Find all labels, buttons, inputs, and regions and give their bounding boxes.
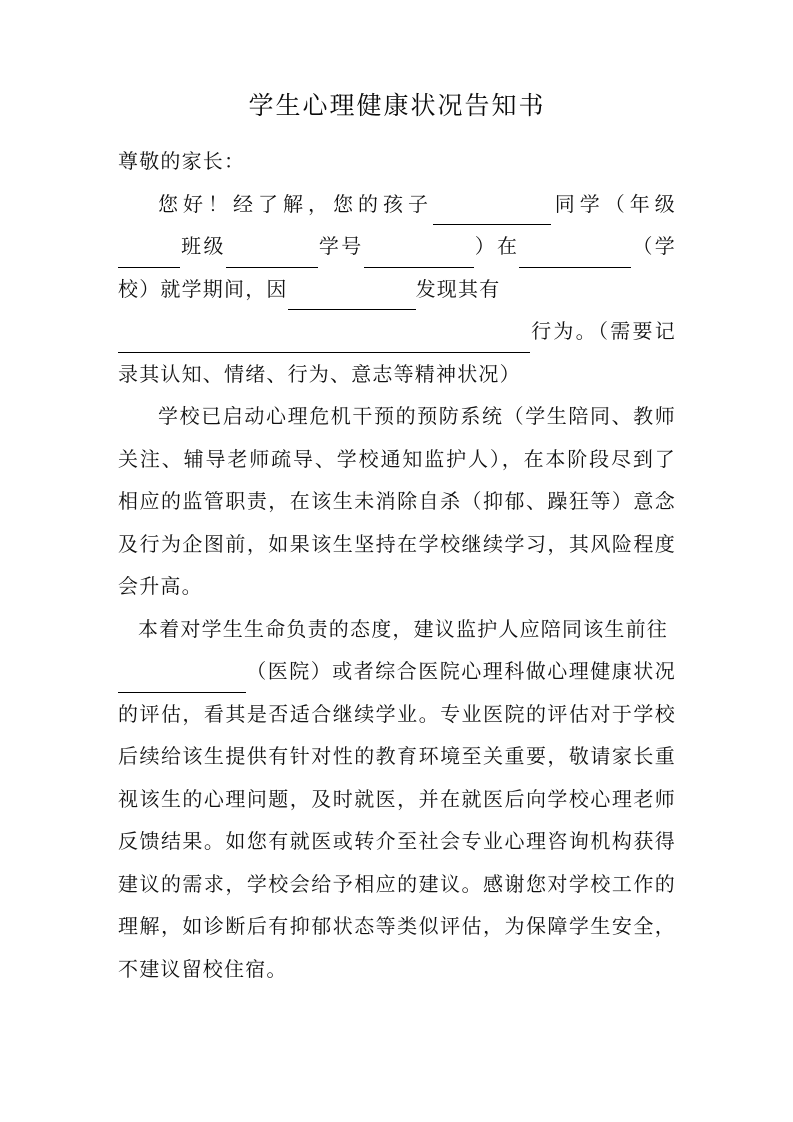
behavior-description-blank[interactable] [118,327,530,353]
school-blank[interactable] [519,242,631,268]
paragraph1-lead-text: 您好！经了解，您的孩子 [158,191,433,216]
paragraph-intervention-system: 学校已启动心理危机干预的预防系统（学生陪同、教师关注、辅导老师疏导、学校通知监护人），在本阶段尽到了相应的监管职责，在该生未消除自杀（抑郁、躁狂等）意念及行为企图前，如果该生坚持在学校继续学习，其风险程度会升高。 [118,404,676,598]
student-name-blank[interactable] [433,199,551,225]
reason-blank[interactable] [288,284,416,310]
paragraph1-after-class-text: 学号 [317,234,364,258]
paragraph1-after-name-text: 同学（年级 [551,191,676,216]
paragraph1-after-reason-text: 发现其有 [415,276,501,301]
paragraph-student-info [118,183,676,396]
hospital-blank[interactable] [118,667,246,693]
student-id-blank[interactable] [364,242,474,268]
paragraph1-after-school-text: （学校）就学期间，因 [118,234,676,301]
paragraph1-after-id-text: ）在 [473,234,520,258]
class-blank[interactable] [226,242,318,268]
paragraph-recommendation [118,608,676,991]
paragraph3-after-hospital-text: （医院）或者综合医院心理科做心理健康状况的评估，看其是否适合继续学业。专业医院的评估对于学校后续给该生提供有针对性的教育环境至关重要，敬请家长重视该生的心理问题，及时就医，并在就医后向学校心理老师反馈结果。如您有就医或转介至社会专业心理咨询机构获得建议的需求，学校会给予相应的建议。感谢您对学校工作的理解，如诊断后有抑郁状态等类似评估，为保障学生安全，不建议留校住宿。 [118,659,676,981]
paragraph3-lead-text: 本着对学生生命负责的态度，建议监护人应陪同该生前往 [138,616,668,641]
salutation-line: 尊敬的家长： [118,149,246,173]
page-title: 学生心理健康状况告知书 [248,91,546,120]
paragraph1-after-grade-text: 班级 [180,234,226,258]
document-body [118,86,676,990]
paragraph1-after-behavior-text: 行为。（需要记录其认知、情绪、行为、意志等精神状况） [118,319,676,386]
grade-blank[interactable] [118,242,180,268]
